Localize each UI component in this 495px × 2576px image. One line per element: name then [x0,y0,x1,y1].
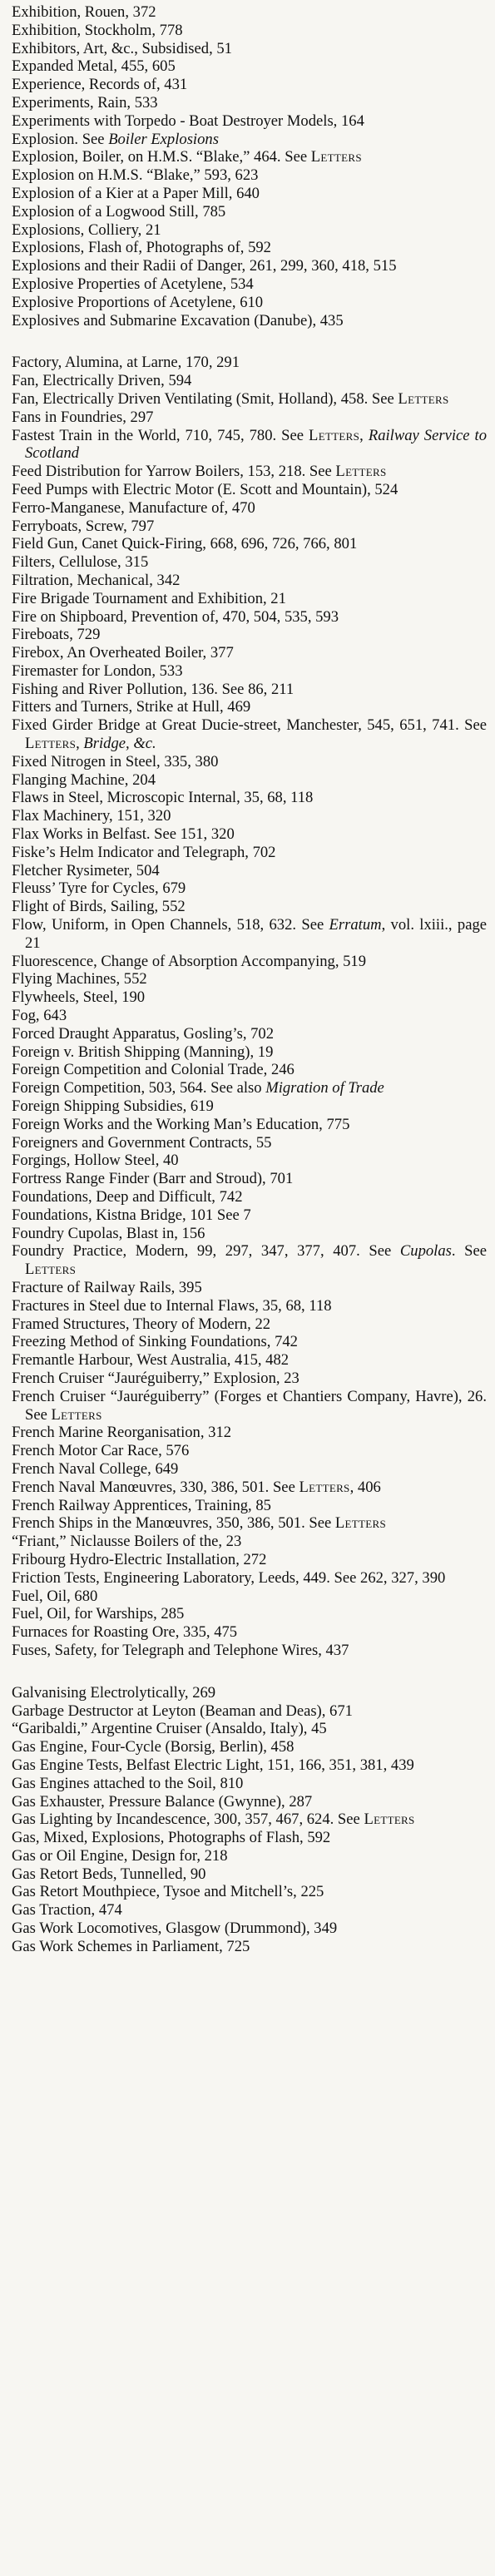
index-entry [12,1134,487,1152]
index-entry [12,1497,487,1515]
entry-text: Flaws in Steel, Microscopic Internal, 35, 68, 118 [12,789,314,807]
entry-text: Field Gun, Canet Quick-Firing, 668, 696, 726, 766, 801 [12,535,358,553]
entry-text: French Marine Reorganisation, 312 [12,1424,232,1442]
index-entry [12,1097,487,1116]
italic-reference: Erratum [329,916,382,934]
entry-text: Flax Machinery, 151, 320 [12,807,171,825]
index-entry [12,1738,487,1756]
index-entry [12,1206,487,1225]
index-entry [12,1883,487,1901]
index-entry [12,970,487,988]
entry-text: Expanded Metal, 455, 605 [12,57,176,76]
entry-text: Fremantle Harbour, West Australia, 415, 482 [12,1351,290,1370]
entry-text: Gas Engine, Four-Cycle (Borsig, Berlin), 458 [12,1738,295,1756]
index-entry [12,608,487,627]
index-entry [12,3,487,22]
index-entry [12,1588,487,1606]
small-caps-reference: Letters [364,1811,415,1829]
entry-text: Fishing and River Pollution, 136. See 86, 211 [12,680,295,698]
index-entry [12,1116,487,1134]
index-entry [12,553,487,572]
entry-text: Foreign Shipping Subsidies, 619 [12,1097,214,1116]
index-entry [12,221,487,240]
entry-text: Flying Machines, 552 [12,970,147,988]
small-caps-reference: Letters [25,1261,77,1279]
entry-text: Foreign Works and the Working Man’s Education, 775 [12,1115,350,1133]
index-entry [12,499,487,518]
entry-text: Gas Work Locomotives, Glasgow (Drummond), 349 [12,1920,338,1938]
index-entry [12,698,487,716]
entry-text: Gas Engine Tests, Belfast Electric Light, 151, 166, 351, 381, 439 [12,1756,414,1774]
entry-text: “Garibaldi,” Argentine Cruiser (Ansaldo, Italy), 45 [12,1720,327,1738]
index-entry [12,1315,487,1334]
index-entry [12,1775,487,1793]
index-entry [12,1079,487,1097]
entry-text: Explosions and their Radii of Danger, 261, 299, 360, 418, 515 [12,257,397,275]
entry-text: “Friant,” Niclausse Boilers of the, 23 [12,1533,242,1551]
index-entry [12,771,487,790]
index-entry [12,1920,487,1938]
index-entry [12,1188,487,1206]
index-entry [12,185,487,203]
entry-text: Garbage Destructor at Leyton (Beaman and Deas), 671 [12,1702,353,1720]
index-entry [12,1551,487,1569]
index-entry [12,644,487,662]
entry-text: Explosive Properties of Acetylene, 534 [12,275,254,293]
entry-text: Forced Draught Apparatus, Gosling’s, 702 [12,1024,275,1043]
entry-text: Foundry Cupolas, Blast in, 156 [12,1224,205,1242]
entry-text: Gas, Mixed, Explosions, Photographs of Flash, 592 [12,1829,331,1847]
entry-text: Fracture of Railway Rails, 395 [12,1278,202,1296]
entry-text: Explosion, Boiler, on H.M.S. “Blake,” 464. See [12,148,311,166]
entry-text: Foreign v. British Shipping (Manning), 19 [12,1043,274,1061]
index-entry [12,898,487,916]
index-entry [12,1297,487,1315]
index-entry [12,916,487,953]
index-entry [12,275,487,294]
entry-text: Foundations, Deep and Difficult, 742 [12,1188,243,1206]
entry-text: Flywheels, Steel, 190 [12,988,146,1007]
entry-text: Flow, Uniform, in Open Channels, 518, 632. See [12,916,329,934]
index-entry [12,372,487,390]
entry-text: Fog, 643 [12,1007,67,1025]
entry-text: Experiments, Rain, 533 [12,93,158,111]
entry-text: Fan, Electrically Driven Ventilating (Smit, Holland), 458. See [12,389,398,408]
entry-text: Fireboats, 729 [12,626,101,644]
index-entry [12,1702,487,1721]
entry-text: , [359,426,369,444]
entry-text: Fleuss’ Tyre for Cycles, 679 [12,879,186,898]
small-caps-reference: Letters [309,426,360,444]
index-entry [12,789,487,807]
index-section [12,3,487,329]
index-entry [12,807,487,825]
entry-text: Feed Distribution for Yarrow Boilers, 153, 218. See [12,463,336,481]
small-caps-reference: Letters [334,1514,387,1533]
italic-reference: Railway Service to Scotland [25,426,487,463]
entry-text: Experiments with Torpedo - Boat Destroyer Models, 164 [12,111,364,130]
entry-text: Fluorescence, Change of Absorption Accompanying, 519 [12,952,367,970]
index-entry [12,1460,487,1479]
entry-text: French Railway Apprentices, Training, 85 [12,1496,271,1514]
small-caps-reference: Letters [25,735,77,753]
index-entry [12,1424,487,1442]
entry-text: Friction Tests, Engineering Laboratory, Leeds, 449. See 262, 327, 390 [12,1568,446,1587]
index-entry [12,294,487,312]
index-entry [12,1351,487,1370]
index-entry [12,1623,487,1642]
small-caps-reference: Letters [310,148,362,166]
entry-text: Fastest Train in the World, 710, 745, 780. See [12,426,309,444]
italic-reference: Migration of Trade [265,1079,384,1097]
small-caps-reference: Letters [335,463,387,481]
entry-text: Foreign Competition, 503, 564. See also [12,1079,266,1097]
entry-text: Fuses, Safety, for Telegraph and Telephone Wires, 437 [12,1641,349,1659]
index-entry [12,354,487,372]
entry-text: Fiske’s Helm Indicator and Telegraph, 702 [12,843,276,861]
entry-text: Feed Pumps with Electric Motor (E. Scott and Mountain), 524 [12,480,398,498]
entry-text: Explosions, Flash of, Photographs of, 592 [12,239,271,257]
index-entry [12,257,487,275]
entry-text: French Cruiser “Jauréguiberry” (Forges et Chantiers Company, Havre), 26. See [12,1387,487,1424]
index-entry [12,988,487,1007]
entry-text: Foundry Practice, Modern, 99, 297, 347, 377, 407. See [12,1242,400,1261]
entry-text: Filters, Cellulose, 315 [12,553,149,572]
index-entry [12,1061,487,1079]
index-entry [12,1829,487,1847]
entry-text: Filtration, Mechanical, 342 [12,571,181,589]
index-entry [12,1442,487,1460]
index-entry [12,76,487,94]
index-entry [12,879,487,898]
italic-reference: Cupolas [399,1242,452,1261]
index-entry [12,481,487,499]
index-entry [12,1152,487,1170]
entry-text: Gas Engines attached to the Soil, 810 [12,1774,244,1792]
index-entry [12,1370,487,1388]
entry-text: Gas or Oil Engine, Design for, 218 [12,1846,228,1865]
index-entry [12,427,487,463]
index-entry [12,112,487,131]
entry-text: Fans in Foundries, 297 [12,408,154,426]
index-entry [12,535,487,553]
entry-text: Explosion on H.M.S. “Blake,” 593, 623 [12,166,259,185]
index-entry [12,572,487,590]
small-caps-reference: Letters [398,389,449,408]
entry-text: Explosives and Submarine Excavation (Danube), 435 [12,311,344,329]
entry-text: French Naval Manœuvres, 330, 386, 501. See [12,1478,299,1496]
index-entry [12,409,487,427]
entry-text: Framed Structures, Theory of Modern, 22 [12,1315,271,1333]
index-entry [12,1514,487,1533]
entry-text: Fletcher Rysimeter, 504 [12,861,160,879]
italic-reference: Bridge, &c. [83,735,156,753]
entry-text: Foreigners and Government Contracts, 55 [12,1133,272,1152]
entry-text: Explosion. See [12,130,109,148]
entry-text: Explosion of a Logwood Still, 785 [12,202,226,220]
entry-text: Fortress Range Finder (Barr and Stroud), 701 [12,1170,294,1188]
index-entry [12,1684,487,1702]
entry-text: Foreign Competition and Colonial Trade, 246 [12,1061,295,1079]
entry-text: French Naval College, 649 [12,1459,179,1478]
index-entry [12,1533,487,1551]
entry-text: Gas Lighting by Incandescence, 300, 357, 467, 624. See [12,1811,364,1829]
index-entry [12,131,487,149]
index-entry [12,148,487,166]
index-entry [12,1242,487,1279]
index-entry [12,463,487,481]
entry-text: Flight of Birds, Sailing, 552 [12,898,186,916]
index-entry [12,1811,487,1829]
index-entry [12,1569,487,1588]
entry-text: Ferryboats, Screw, 797 [12,517,155,535]
small-caps-reference: Letters [51,1405,102,1424]
entry-text: French Motor Car Race, 576 [12,1442,190,1460]
entry-text: French Ships in the Manœuvres, 350, 386, 501. See [12,1514,335,1533]
entry-text: Fixed Girder Bridge at Great Ducie-street, Manchester, 545, 651, 741. See [12,716,487,735]
index-entry [12,862,487,880]
entry-text: Gas Exhauster, Pressure Balance (Gwynne), 287 [12,1792,313,1811]
index-entry [12,753,487,771]
index-entry [12,94,487,112]
entry-text: Fribourg Hydro-Electric Installation, 272 [12,1550,267,1568]
entry-text: , vol. lxiii., page 21 [25,916,487,952]
index-entry [12,1388,487,1424]
index-entry [12,1720,487,1738]
index-entry [12,1025,487,1043]
entry-text: Flanging Machine, 204 [12,770,156,789]
index-entry [12,844,487,862]
index-entry [12,716,487,753]
index-entry [12,1865,487,1884]
entry-text: Fuel, Oil, for Warships, 285 [12,1605,185,1623]
index-entry [12,1333,487,1351]
entry-text: Furnaces for Roasting Ore, 335, 475 [12,1623,238,1642]
index-entry [12,57,487,76]
entry-text: Gas Retort Mouthpiece, Tysoe and Mitchell’s, 225 [12,1883,324,1901]
index-entry [12,40,487,58]
italic-reference: Boiler Explosions [108,130,219,148]
entry-text: Foundations, Kistna Bridge, 101 See 7 [12,1206,251,1224]
index-entry [12,239,487,257]
entry-text: Fuel, Oil, 680 [12,1587,98,1605]
entry-text: , 406 [349,1478,381,1496]
entry-text: . See [451,1242,487,1261]
index-entry [12,22,487,40]
index-entry [12,953,487,971]
index-entry [12,1043,487,1062]
index-section [12,1684,487,1956]
entry-text: Exhibitors, Art, &c., Subsidised, 51 [12,39,232,57]
entry-text: Firebox, An Overheated Boiler, 377 [12,644,234,662]
entry-text: Fan, Electrically Driven, 594 [12,372,192,390]
entry-text: Gas Traction, 474 [12,1901,122,1920]
index-entry [12,1642,487,1660]
index-entry [12,626,487,644]
entry-text: Fixed Nitrogen in Steel, 335, 380 [12,752,219,770]
index-entry [12,590,487,608]
entry-text: Fire on Shipboard, Prevention of, 470, 504, 535, 593 [12,607,339,626]
index-entry [12,166,487,185]
entry-text: Explosion of a Kier at a Paper Mill, 640 [12,184,260,202]
index-entry [12,1605,487,1623]
entry-text: Explosions, Colliery, 21 [12,220,161,239]
entry-text: Forgings, Hollow Steel, 40 [12,1152,179,1170]
index-entry [12,1225,487,1243]
index-entry [12,203,487,221]
index-entry [12,681,487,699]
index-entry [12,662,487,681]
entry-text: Exhibition, Stockholm, 778 [12,21,183,39]
entry-text: Gas Work Schemes in Parliament, 725 [12,1937,250,1955]
entry-text: Explosive Proportions of Acetylene, 610 [12,293,264,311]
entry-text: Freezing Method of Sinking Foundations, 742 [12,1333,298,1351]
index-entry [12,518,487,536]
index-entry [12,1170,487,1188]
small-caps-reference: Letters [299,1478,350,1496]
index-entry [12,1007,487,1025]
entry-text: Factory, Alumina, at Larne, 170, 291 [12,354,240,372]
index-entry [12,1793,487,1811]
entry-text: Fitters and Turners, Strike at Hull, 469 [12,698,251,716]
entry-text: Fractures in Steel due to Internal Flaws, 35, 68, 118 [12,1296,332,1315]
entry-text: Galvanising Electrolytically, 269 [12,1683,216,1702]
index-entry [12,1847,487,1865]
index-entry [12,390,487,409]
index-section [12,354,487,1659]
entry-text: Fire Brigade Tournament and Exhibition, 21 [12,589,286,607]
index-entry [12,1479,487,1497]
entry-text: Firemaster for London, 533 [12,661,183,680]
index-entry [12,1901,487,1920]
index-entry [12,1279,487,1297]
entry-text: Gas Retort Beds, Tunnelled, 90 [12,1865,206,1883]
index-entry [12,312,487,330]
entry-text: Exhibition, Rouen, 372 [12,3,156,21]
index-entry [12,1756,487,1775]
entry-text: Flax Works in Belfast. See 151, 320 [12,825,235,844]
entry-text: Experience, Records of, 431 [12,76,188,94]
entry-text: Ferro-Manganese, Manufacture of, 470 [12,498,255,517]
index-entry [12,825,487,844]
entry-text: French Cruiser “Jauréguiberry,” Explosion, 23 [12,1369,299,1387]
index-entry [12,1938,487,1956]
entry-text: , [76,735,84,753]
